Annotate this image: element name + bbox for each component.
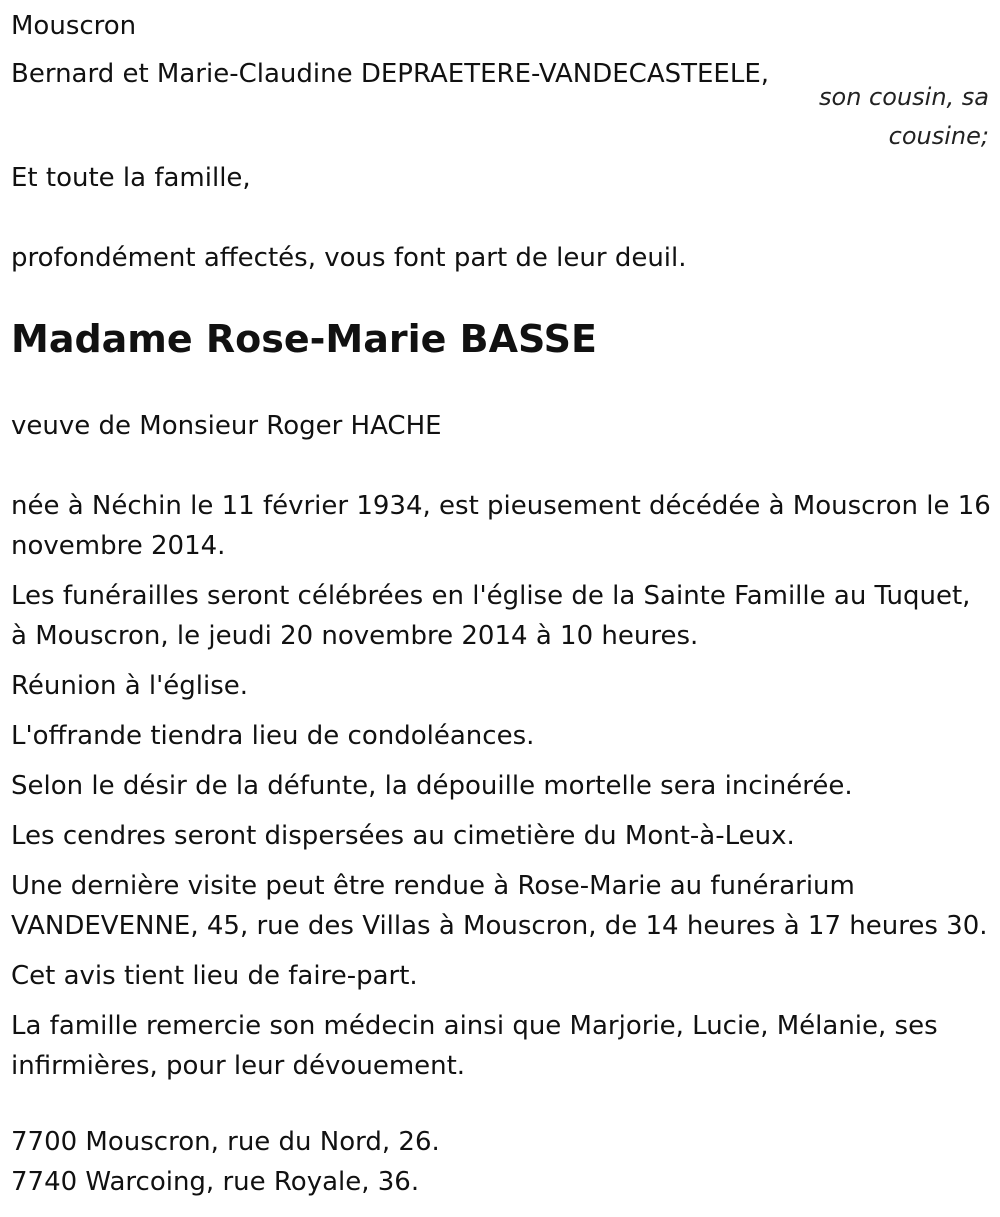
widow-of-line: veuve de Monsieur Roger HACHE <box>11 411 442 441</box>
ashes-paragraph: Les cendres seront dispersées au cimetière du Mont-à-Leux. <box>11 821 795 851</box>
address-line: 7740 Warcoing, rue Royale, 36. <box>11 1167 420 1197</box>
reunion-paragraph: Réunion à l'église. <box>11 671 249 701</box>
addresses-section <box>11 1122 440 1202</box>
obituary-notice <box>11 0 991 1197</box>
address-line: 7700 Mouscron, rue du Nord, 26. <box>11 1127 440 1157</box>
details-section <box>11 486 991 1086</box>
thanks-paragraph: La famille remercie son médecin ainsi que Marjorie, Lucie, Mélanie, ses infirmières, pour leur dévouement. <box>11 1011 938 1081</box>
cremation-paragraph: Selon le désir de la défunte, la dépouille mortelle sera incinérée. <box>11 771 853 801</box>
announcement-line: profondément affectés, vous font part de leur deuil. <box>11 243 687 273</box>
notice-paragraph: Cet avis tient lieu de faire-part. <box>11 961 418 991</box>
place-name: Mouscron <box>11 11 137 41</box>
deceased-name: Madame Rose-Marie BASSE <box>11 317 598 361</box>
relation-label: son cousin, sa cousine; <box>819 83 989 150</box>
signatory-names: Bernard et Marie-Claudine DEPRAETERE-VANDECASTEELE, <box>11 59 770 89</box>
signatory-block <box>11 0 991 150</box>
family-line: Et toute la famille, <box>11 163 251 193</box>
birth-death-paragraph: née à Néchin le 11 février 1934, est pieusement décédée à Mouscron le 16 novembre 2014. <box>11 491 991 561</box>
visit-paragraph: Une dernière visite peut être rendue à Rose-Marie au funérarium VANDEVENNE, 45, rue des Villas à Mouscron, de 14 heures à 17 heures 30. <box>11 871 988 941</box>
funeral-paragraph: Les funérailles seront célébrées en l'église de la Sainte Famille au Tuquet, à Mouscron, le jeudi 20 novembre 2014 à 10 heures. <box>11 581 971 651</box>
offering-paragraph: L'offrande tiendra lieu de condoléances. <box>11 721 535 751</box>
